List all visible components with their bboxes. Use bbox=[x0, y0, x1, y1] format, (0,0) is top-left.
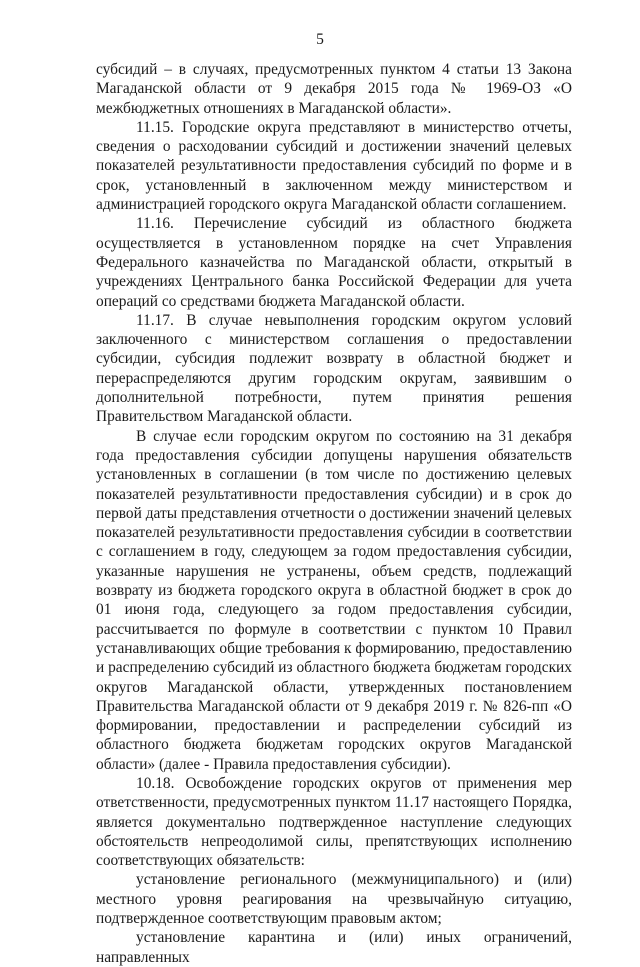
paragraph-11-15: 11.15. Городские округа представляют в министерство отчеты, сведения о расходовании субсидий и достижении значений целевых показателей результативности предоставления субсидий по форме и в срок, установленный в заключенном между министерством и администрацией городского округа Магаданской области соглашением. bbox=[96, 118, 572, 214]
paragraph-10-18: 10.18. Освобождение городских округов от применения мер ответственности, предусмотренных пунктом 11.17 настоящего Порядка, является документально подтвержденное наступление следующих обстоятельств непреодолимой силы, препятствующих исполнению соответствующих обязательств: bbox=[96, 774, 572, 870]
page-number: 5 bbox=[316, 31, 324, 48]
document-body bbox=[96, 60, 572, 967]
list-item-emergency-response: установление регионального (межмуниципального) и (или) местного уровня реагирования на чрезвычайную ситуацию, подтвержденное соответствующим правовым актом; bbox=[96, 871, 572, 928]
paragraph-violation-case: В случае если городским округом по состоянию на 31 декабря года предоставления субсидии допущены нарушения обязательств установленных в соглашении (в том числе по достижению целевых показателей результативности предоставления субсидии) и в срок до первой даты представления отчетности о достижении значений целевых показателей результативности предоставления субсидии в соответствии с соглашением в году, следующем за годом предоставления субсидии, указанные нарушения не устранены, объем средств, подлежащий возврату из бюджета городского округа в областной бюджет в срок до 01 июня года, следующего за годом предоставления субсидии, рассчитывается по формуле в соответствии с пунктом 10 Правил устанавливающих общие требования к формированию, предоставлению и распределению субсидий из областного бюджета бюджетам городских округов Магаданской области, утвержденных постановлением Правительства Магаданской области от 9 декабря 2019 г. № 826-пп «О формировании, предоставлении и распределении субсидий из областного бюджета бюджетам городских округов Магаданской области» (далее - Правила предоставления субсидии). bbox=[96, 427, 572, 773]
paragraph-11-17: 11.17. В случае невыполнения городским округом условий заключенного с министерством соглашения о предоставлении субсидии, субсидия подлежит возврату в областной бюджет и перераспределяются другим городским округам, заявившим о дополнительной потребности, путем принятия решения Правительством Магаданской области. bbox=[96, 311, 572, 426]
paragraph-11-16: 11.16. Перечисление субсидий из областного бюджета осуществляется в установленном порядке на счет Управления Федерального казначейства по Магаданской области, открытый в учреждениях Центрального банка Российской Федерации для учета операций со средствами бюджета Магаданской области. bbox=[96, 215, 572, 310]
paragraph-continuation: субсидий – в случаях, предусмотренных пунктом 4 статьи 13 Закона Магаданской области от 9 декабря 2015 года № 1969-ОЗ «О межбюджетных отношениях в Магаданской области». bbox=[96, 61, 572, 117]
list-item-quarantine: установление карантина и (или) иных ограничений, направленных bbox=[96, 929, 572, 966]
